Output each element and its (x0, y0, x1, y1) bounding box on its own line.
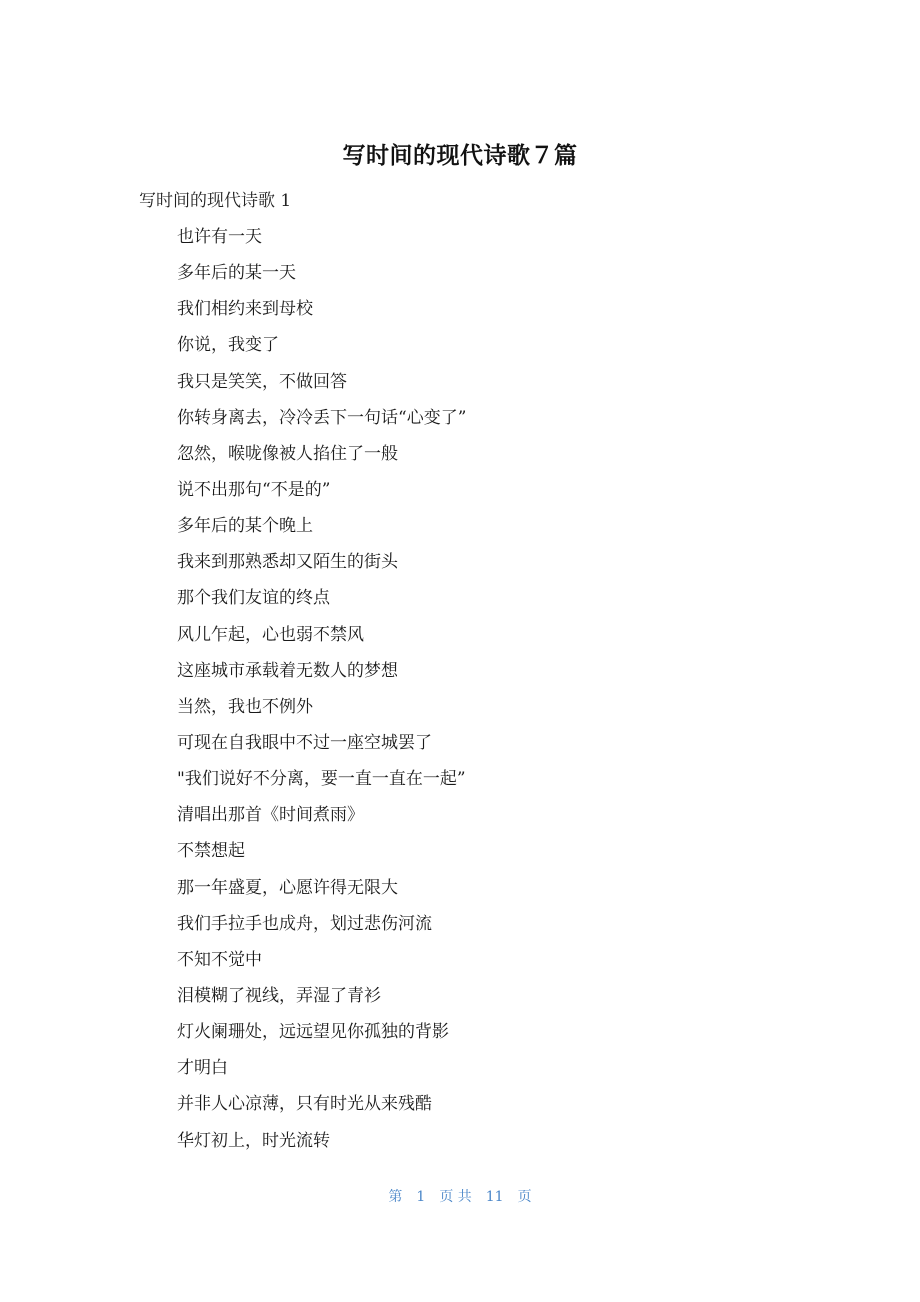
poem-line: 灯火阑珊处，远远望见你孤独的背影 (177, 1022, 449, 1043)
poem-line: 并非人心凉薄，只有时光从来残酷 (177, 1094, 432, 1115)
poem-line: 我们相约来到母校 (177, 299, 313, 320)
poem-line: 你说，我变了 (177, 335, 279, 356)
poem-line: 当然，我也不例外 (177, 696, 313, 717)
poem-line: 那一年盛夏，心愿许得无限大 (177, 877, 398, 898)
poem-line: 才明白 (177, 1058, 228, 1079)
poem-line: 多年后的某一天 (177, 263, 296, 284)
poem-line: "我们说好不分离，要一直一直在一起” (177, 769, 466, 790)
poem-line: 华灯初上，时光流转 (177, 1130, 330, 1151)
footer-middle: 页 共 (439, 1189, 472, 1205)
footer-current-page: 1 (416, 1189, 426, 1205)
footer-suffix: 页 (517, 1189, 532, 1205)
poem-line: 不知不觉中 (177, 949, 262, 970)
poem-line: 我只是笑笑，不做回答 (177, 371, 347, 392)
footer-total-pages: 11 (485, 1189, 504, 1205)
poem-line: 我们手拉手也成舟，划过悲伤河流 (177, 913, 432, 934)
document-title: 写时间的现代诗歌７篇 (342, 143, 578, 169)
poem-line: 说不出那句“不是的” (177, 479, 331, 500)
poem-lines (177, 224, 466, 1164)
poem-line: 你转身离去，冷冷丢下一句话“心变了” (177, 407, 467, 428)
section-heading: 写时间的现代诗歌 1 (139, 191, 292, 211)
poem-line: 不禁想起 (177, 841, 245, 862)
poem-line: 这座城市承载着无数人的梦想 (177, 660, 398, 681)
poem-line: 多年后的某个晚上 (177, 516, 313, 537)
poem-line: 风儿乍起，心也弱不禁风 (177, 624, 364, 645)
poem-line: 也许有一天 (177, 227, 262, 247)
poem-line: 我来到那熟悉却又陌生的街头 (177, 552, 398, 573)
poem-line: 清唱出那首《时间煮雨》 (177, 805, 364, 826)
poem-line: 泪模糊了视线，弄湿了青衫 (177, 985, 381, 1006)
footer-prefix: 第 (388, 1189, 403, 1205)
poem-line: 那个我们友谊的终点 (177, 588, 330, 609)
poem-line: 可现在自我眼中不过一座空城罢了 (177, 732, 432, 753)
page-footer (0, 1187, 920, 1207)
poem-line: 忽然，喉咙像被人掐住了一般 (177, 443, 398, 464)
